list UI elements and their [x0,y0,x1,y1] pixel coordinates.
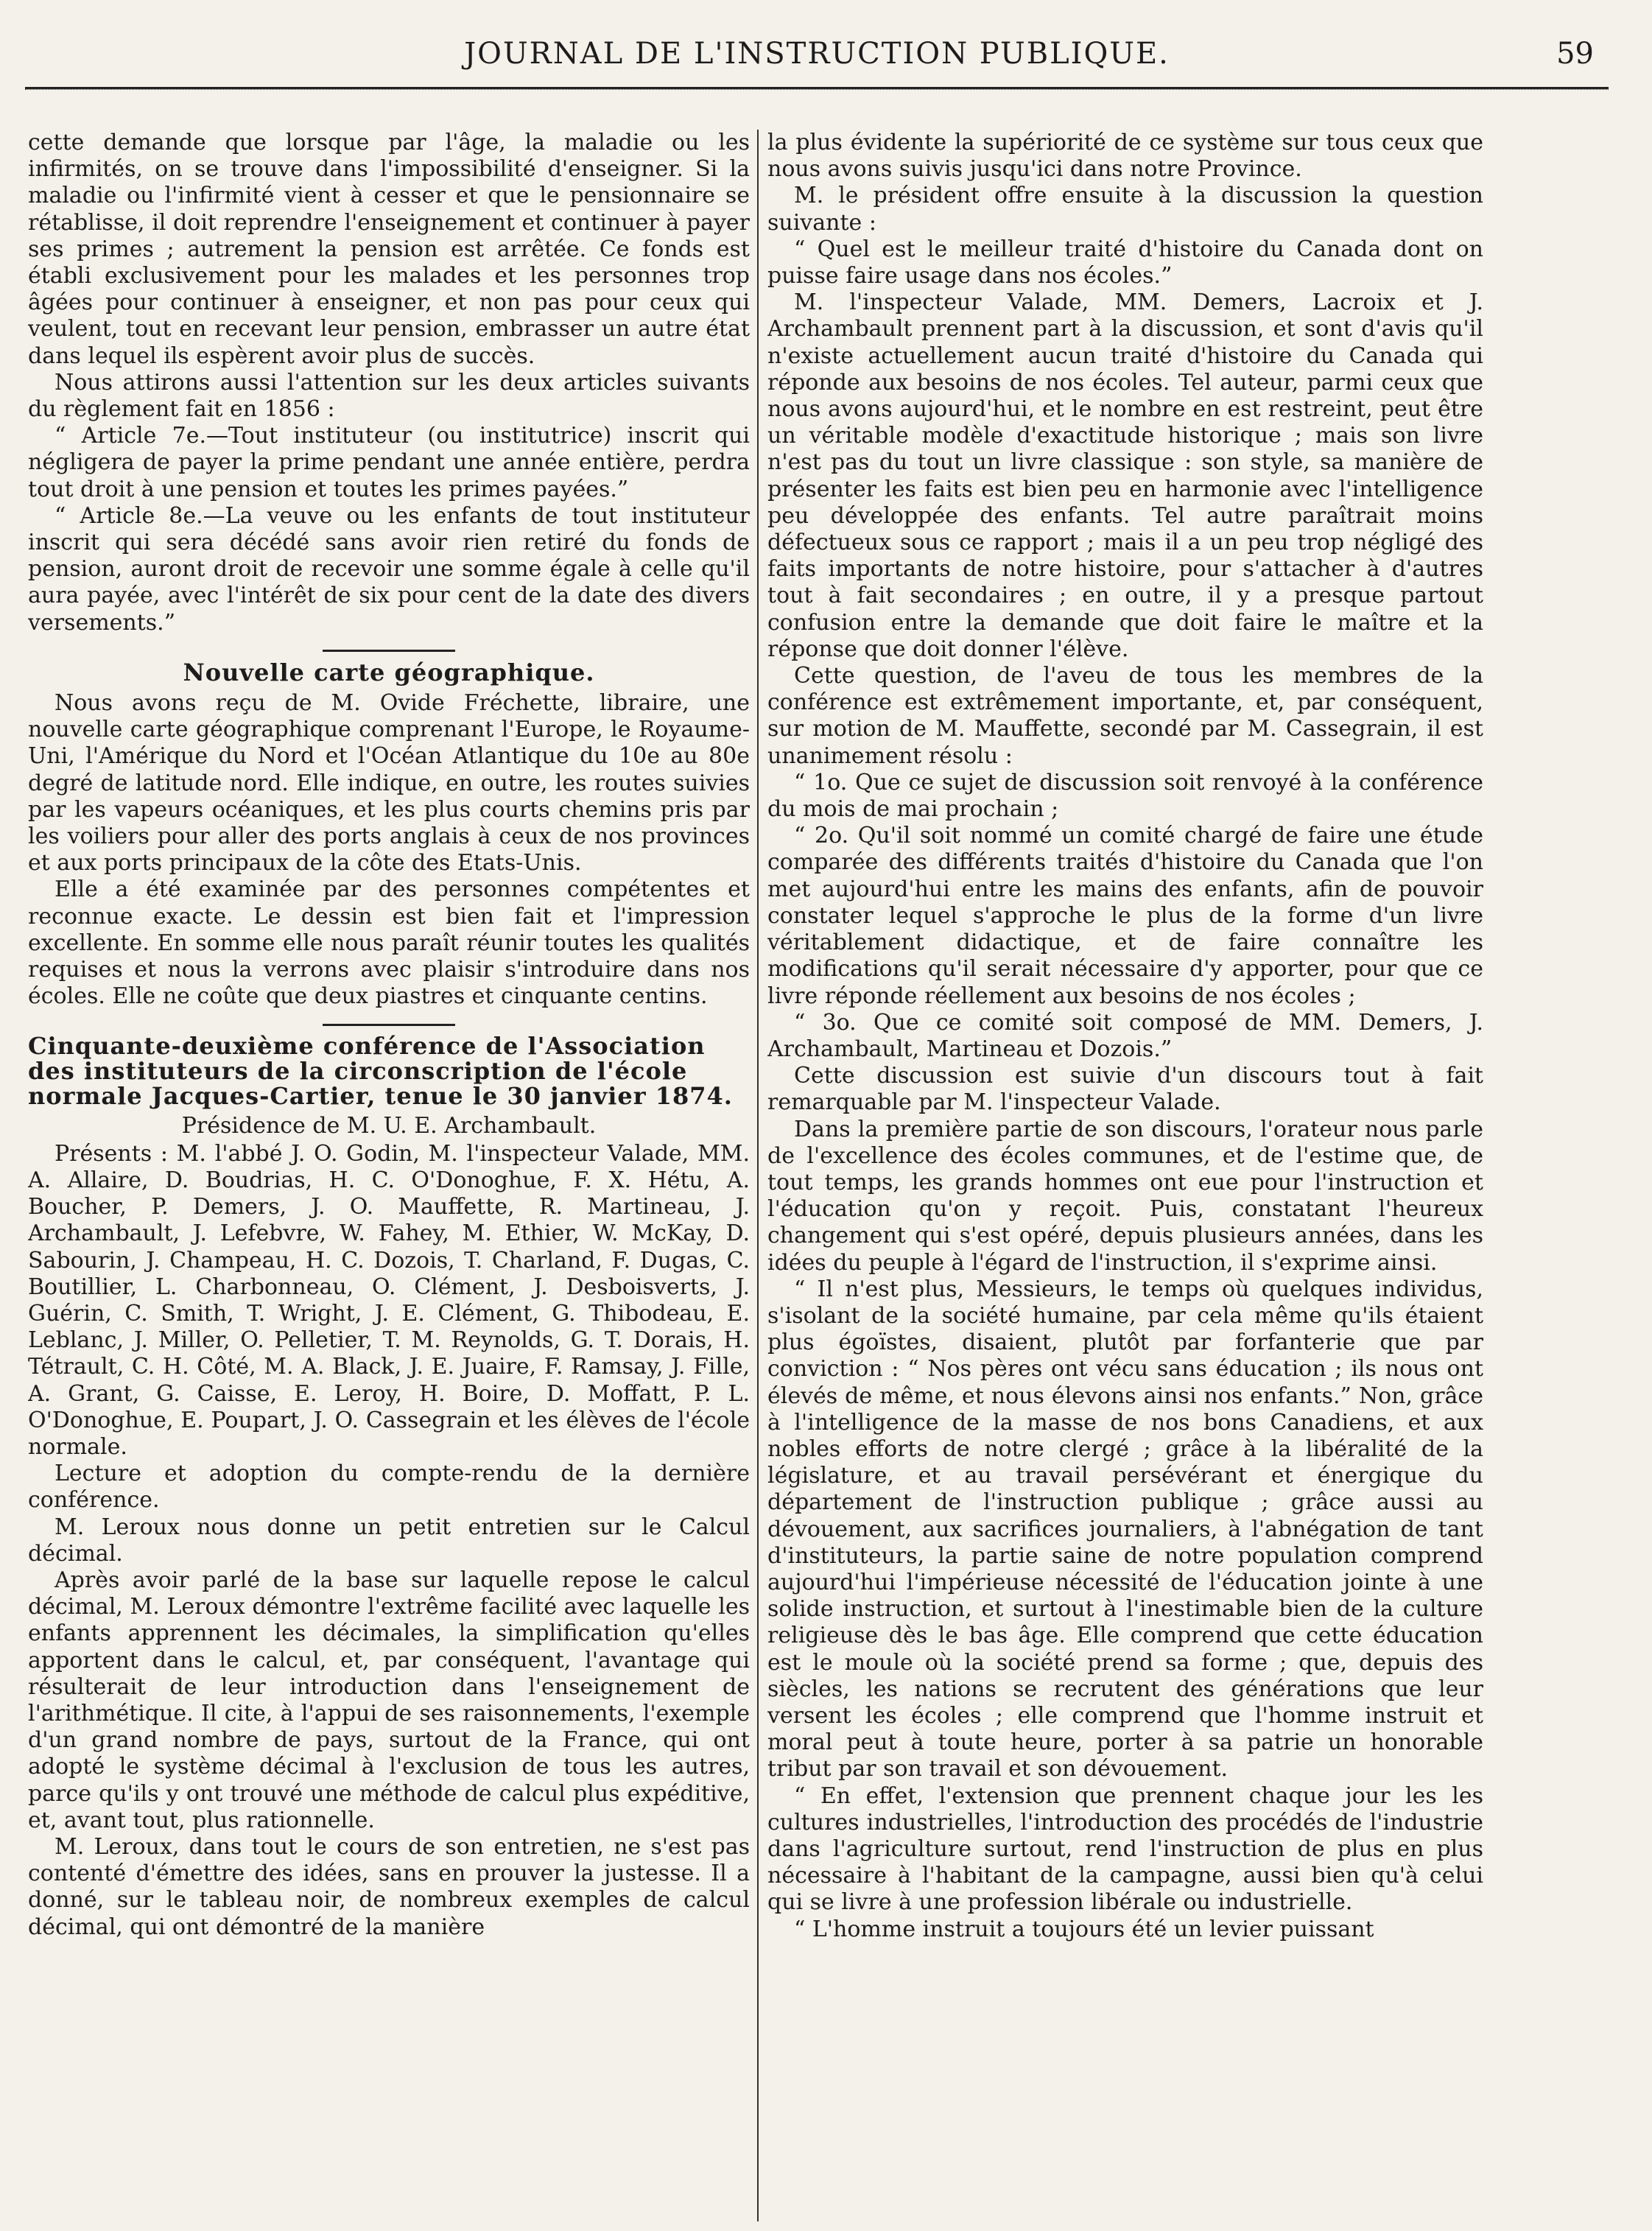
paragraph: Cette question, de l'aveu de tous les membres de la conférence est extrêmement importante, et, par conséquent, sur motion de M. Mauffette, secondé par M. Cassegrain, il est unanimement résolu : [767,663,1483,769]
paragraph: Nous avons reçu de M. Ovide Fréchette, libraire, une nouvelle carte géographique comprenant l'Europe, le Royaume-Uni, l'Amérique du Nord et l'Océan Atlantique du 10e au 80e degré de latitude nord. Elle indique, en outre, les routes suivies par les vapeurs océaniques, et les plus courts chemins pris par les voiliers pour aller des ports anglais à ceux de nos provinces et aux ports principaux de la côte des Etats-Unis. [28,690,750,876]
paragraph: M. le président offre ensuite à la discussion la question suivante : [767,183,1483,236]
section-divider [323,650,455,652]
section-title-carte: Nouvelle carte géographique. [183,658,595,686]
paragraph: Nous attirons aussi l'attention sur les deux articles suivants du règlement fait en 1856 : [28,369,750,423]
paragraph: Lecture et adoption du compte-rendu de la dernière conférence. [28,1461,750,1514]
speech-quote: “ L'homme instruit a toujours été un levier puissant [794,1916,1374,1942]
paragraph: Elle a été examinée par des personnes compétentes et reconnue exacte. Le dessin est bien fait et l'impression excellente. En somme elle nous paraît réunir toutes les qualités requises et nous la verrons avec plaisir s'introduire dans nos écoles. Elle ne coûte que deux piastres et cinquante centins. [28,876,750,1010]
paragraph: cette demande que lorsque par l'âge, la maladie ou les infirmités, on se trouve dans l'impossibilité d'enseigner. Si la maladie ou l'infirmité vient à cesser et que le pensionnaire se rétablisse, il doit reprendre l'enseignement et continuer à payer ses primes ; autrement la pension est arrêtée. Ce fonds est établi exclusivement pour les malades et les personnes trop âgées pour continuer à enseigner, et non pas pour ceux qui veulent, tout en recevant leur pension, embrasser un autre état dans lequel ils espèrent avoir plus de succès. [28,130,750,369]
page-header [25,27,1609,78]
quote-article-7: “ Article 7e.—Tout instituteur (ou institutrice) inscrit qui négligera de payer la prime pendant une année entière, perdra tout droit à une pension et toutes les primes payées.” [28,423,750,502]
paragraph: M. Leroux, dans tout le cours de son entretien, ne s'est pas contenté d'émettre des idées, sans en prouver la justesse. Il a donné, sur le tableau noir, de nombreux exemples de calcul décimal, qui ont démontré de la manière [28,1833,750,1940]
quote-question: “ Quel est le meilleur traité d'histoire du Canada dont on puisse faire usage dans nos écoles.” [767,236,1483,289]
column-divider [757,130,759,2221]
resolution-1: “ 1o. Que ce sujet de discussion soit renvoyé à la conférence du mois de mai prochain ; [767,769,1483,823]
attendees-paragraph: Présents : M. l'abbé J. O. Godin, M. l'inspecteur Valade, MM. A. Allaire, D. Boudrias, H. C. O'Donoghue, F. X. Hétu, A. Boucher, P. Demers, J. O. Mauffette, R. Martineau, J. Archambault, J. Lefebvre, W. Fahey, M. Ethier, W. McKay, D. Sabourin, J. Champeau, H. C. Dozois, T. Charland, F. Dugas, C. Boutillier, L. Charbonneau, O. Clément, J. Desboisverts, J. Guérin, C. Smith, T. Wright, J. E. Clément, G. Thibodeau, E. Leblanc, J. Miller, O. Pelletier, T. M. Reynolds, G. T. Dorais, H. Tétrault, C. H. Côté, M. A. Black, J. E. Juaire, F. Ramsay, J. Fille, A. Grant, G. Caisse, E. Leroy, H. Boire, D. Moffatt, P. L. O'Donoghue, E. Poupart, J. O. Cassegrain et les élèves de l'école normale. [28,1140,750,1460]
left-column [28,130,750,2221]
paragraph: Cette discussion est suivie d'un discours tout à fait remarquable par M. l'inspecteur Valade. [767,1063,1483,1116]
speech-quote: “ En effet, l'extension que prennent chaque jour les les cultures industrielles, l'introduction des procédés de l'industrie dans l'agriculture surtout, rend l'instruction de plus en plus nécessaire à l'habitant de la campagne, aussi bien qu'à celui qui se livre à une profession libérale ou industrielle. [767,1782,1483,1916]
resolution-2: “ 2o. Qu'il soit nommé un comité chargé de faire une étude comparée des différents traités d'histoire du Canada que l'on met aujourd'hui entre les mains des enfants, afin de pouvoir constater lequel s'approche le plus de la forme d'un livre véritablement didactique, et de faire connaître les modifications qu'il serait nécessaire d'y apporter, pour que ce livre réponde réellement aux besoins de nos écoles ; [767,823,1483,1009]
section-divider [323,1024,455,1026]
speech-quote: “ Il n'est plus, Messieurs, le temps où quelques individus, s'isolant de la société humaine, par cela même qu'ils étaient plus égoïstes, disaient, plutôt par forfanterie que par conviction : “ Nos pères ont vécu sans éducation ; ils nous ont élevés de même, et nous élevons ainsi nos enfants.” Non, grâce à l'intelligence de la masse de nos bons Canadiens, et aux nobles efforts de notre clergé ; grâce à la libéralité de la législature, et au travail persévérant et énergique du département de l'instruction publique ; grâce aussi au dévouement, aux sacrifices journaliers, à l'abnégation de tant d'instituteurs, la partie saine de notre population comprend aujourd'hui l'impérieuse nécessité de l'éducation jointe à une solide instruction, et surtout à l'inestimable bien de la culture religieuse dès le bas âge. Elle comprend que cette éducation est le moule où la société prend sa forme ; que, depuis des siècles, les nations se recrutent des générations que leur versent les écoles ; elle comprend que l'homme instruit et moral peut à toute heure, porter à sa patrie un honorable tribut par son travail et son dévouement. [767,1276,1483,1782]
paragraph: la plus évidente la supériorité de ce système sur tous ceux que nous avons suivis jusqu'ici dans notre Province. [767,130,1483,183]
resolution-3: “ 3o. Que ce comité soit composé de MM. Demers, J. Archambault, Martineau et Dozois.” [767,1009,1483,1062]
paragraph: M. Leroux nous donne un petit entretien sur le Calcul décimal. [28,1514,750,1567]
section-title-conference: Cinquante-deuxième conférence de l'Association des instituteurs de la circonscription de l'école normale Jacques-Cartier, tenue le 30 janvier 1874. [28,1031,733,1110]
paragraph: Dans la première partie de son discours, l'orateur nous parle de l'excellence des écoles communes, et de l'estime que, de tout temps, les grands hommes ont eue pour l'instruction et l'éducation qu'on y reçoit. Puis, constatant l'heureux changement qui s'est opéré, depuis plusieurs années, dans les idées du peuple à l'égard de l'instruction, il s'exprime ainsi. [767,1116,1483,1276]
presidence-line: Présidence de M. U. E. Archambault. [181,1112,597,1139]
right-column [767,130,1483,2221]
paragraph: M. l'inspecteur Valade, MM. Demers, Lacroix et J. Archambault prennent part à la discussion, et sont d'avis qu'il n'existe actuellement aucun traité d'histoire du Canada qui réponde aux besoins de nos écoles. Tel auteur, parmi ceux que nous avons aujourd'hui, et le nombre en est restreint, peut être un véritable modèle d'exactitude historique ; mais son livre n'est pas du tout un livre classique : son style, sa manière de présenter les faits est bien peu en harmonie avec l'intelligence peu développée des enfants. Tel autre paraîtrait moins défectueux sous ce rapport ; mais il a un peu trop négligé des faits importants de notre histoire, pour s'attacher à d'autres tout à fait secondaires ; en outre, il y a presque partout confusion entre la demande que doit faire le maître et la réponse que doit donner l'élève. [767,289,1483,662]
header-rule [25,87,1609,90]
paragraph: Après avoir parlé de la base sur laquelle repose le calcul décimal, M. Leroux démontre l'extrême facilité avec laquelle les enfants apprennent les décimales, la simplification qu'elles apportent dans le calcul, et, par conséquent, l'avantage qui résulterait de leur introduction dans l'enseignement de l'arithmétique. Il cite, à l'appui de ses raisonnements, l'exemple d'un grand nombre de pays, surtout de la France, qui ont adopté le système décimal à l'exclusion de tous les autres, parce qu'ils y ont trouvé une méthode de calcul plus expéditive, et, avant tout, plus rationnelle. [28,1567,750,1833]
page-number: 59 [1556,37,1594,71]
quote-article-8: “ Article 8e.—La veuve ou les enfants de tout instituteur inscrit qui sera décédé sans avoir rien retiré du fonds de pension, auront droit de recevoir une somme égale à celle qu'il aura payée, avec l'intérêt de six pour cent de la date des divers versements.” [28,502,750,636]
journal-title: JOURNAL DE L'INSTRUCTION PUBLIQUE. [464,37,1170,71]
